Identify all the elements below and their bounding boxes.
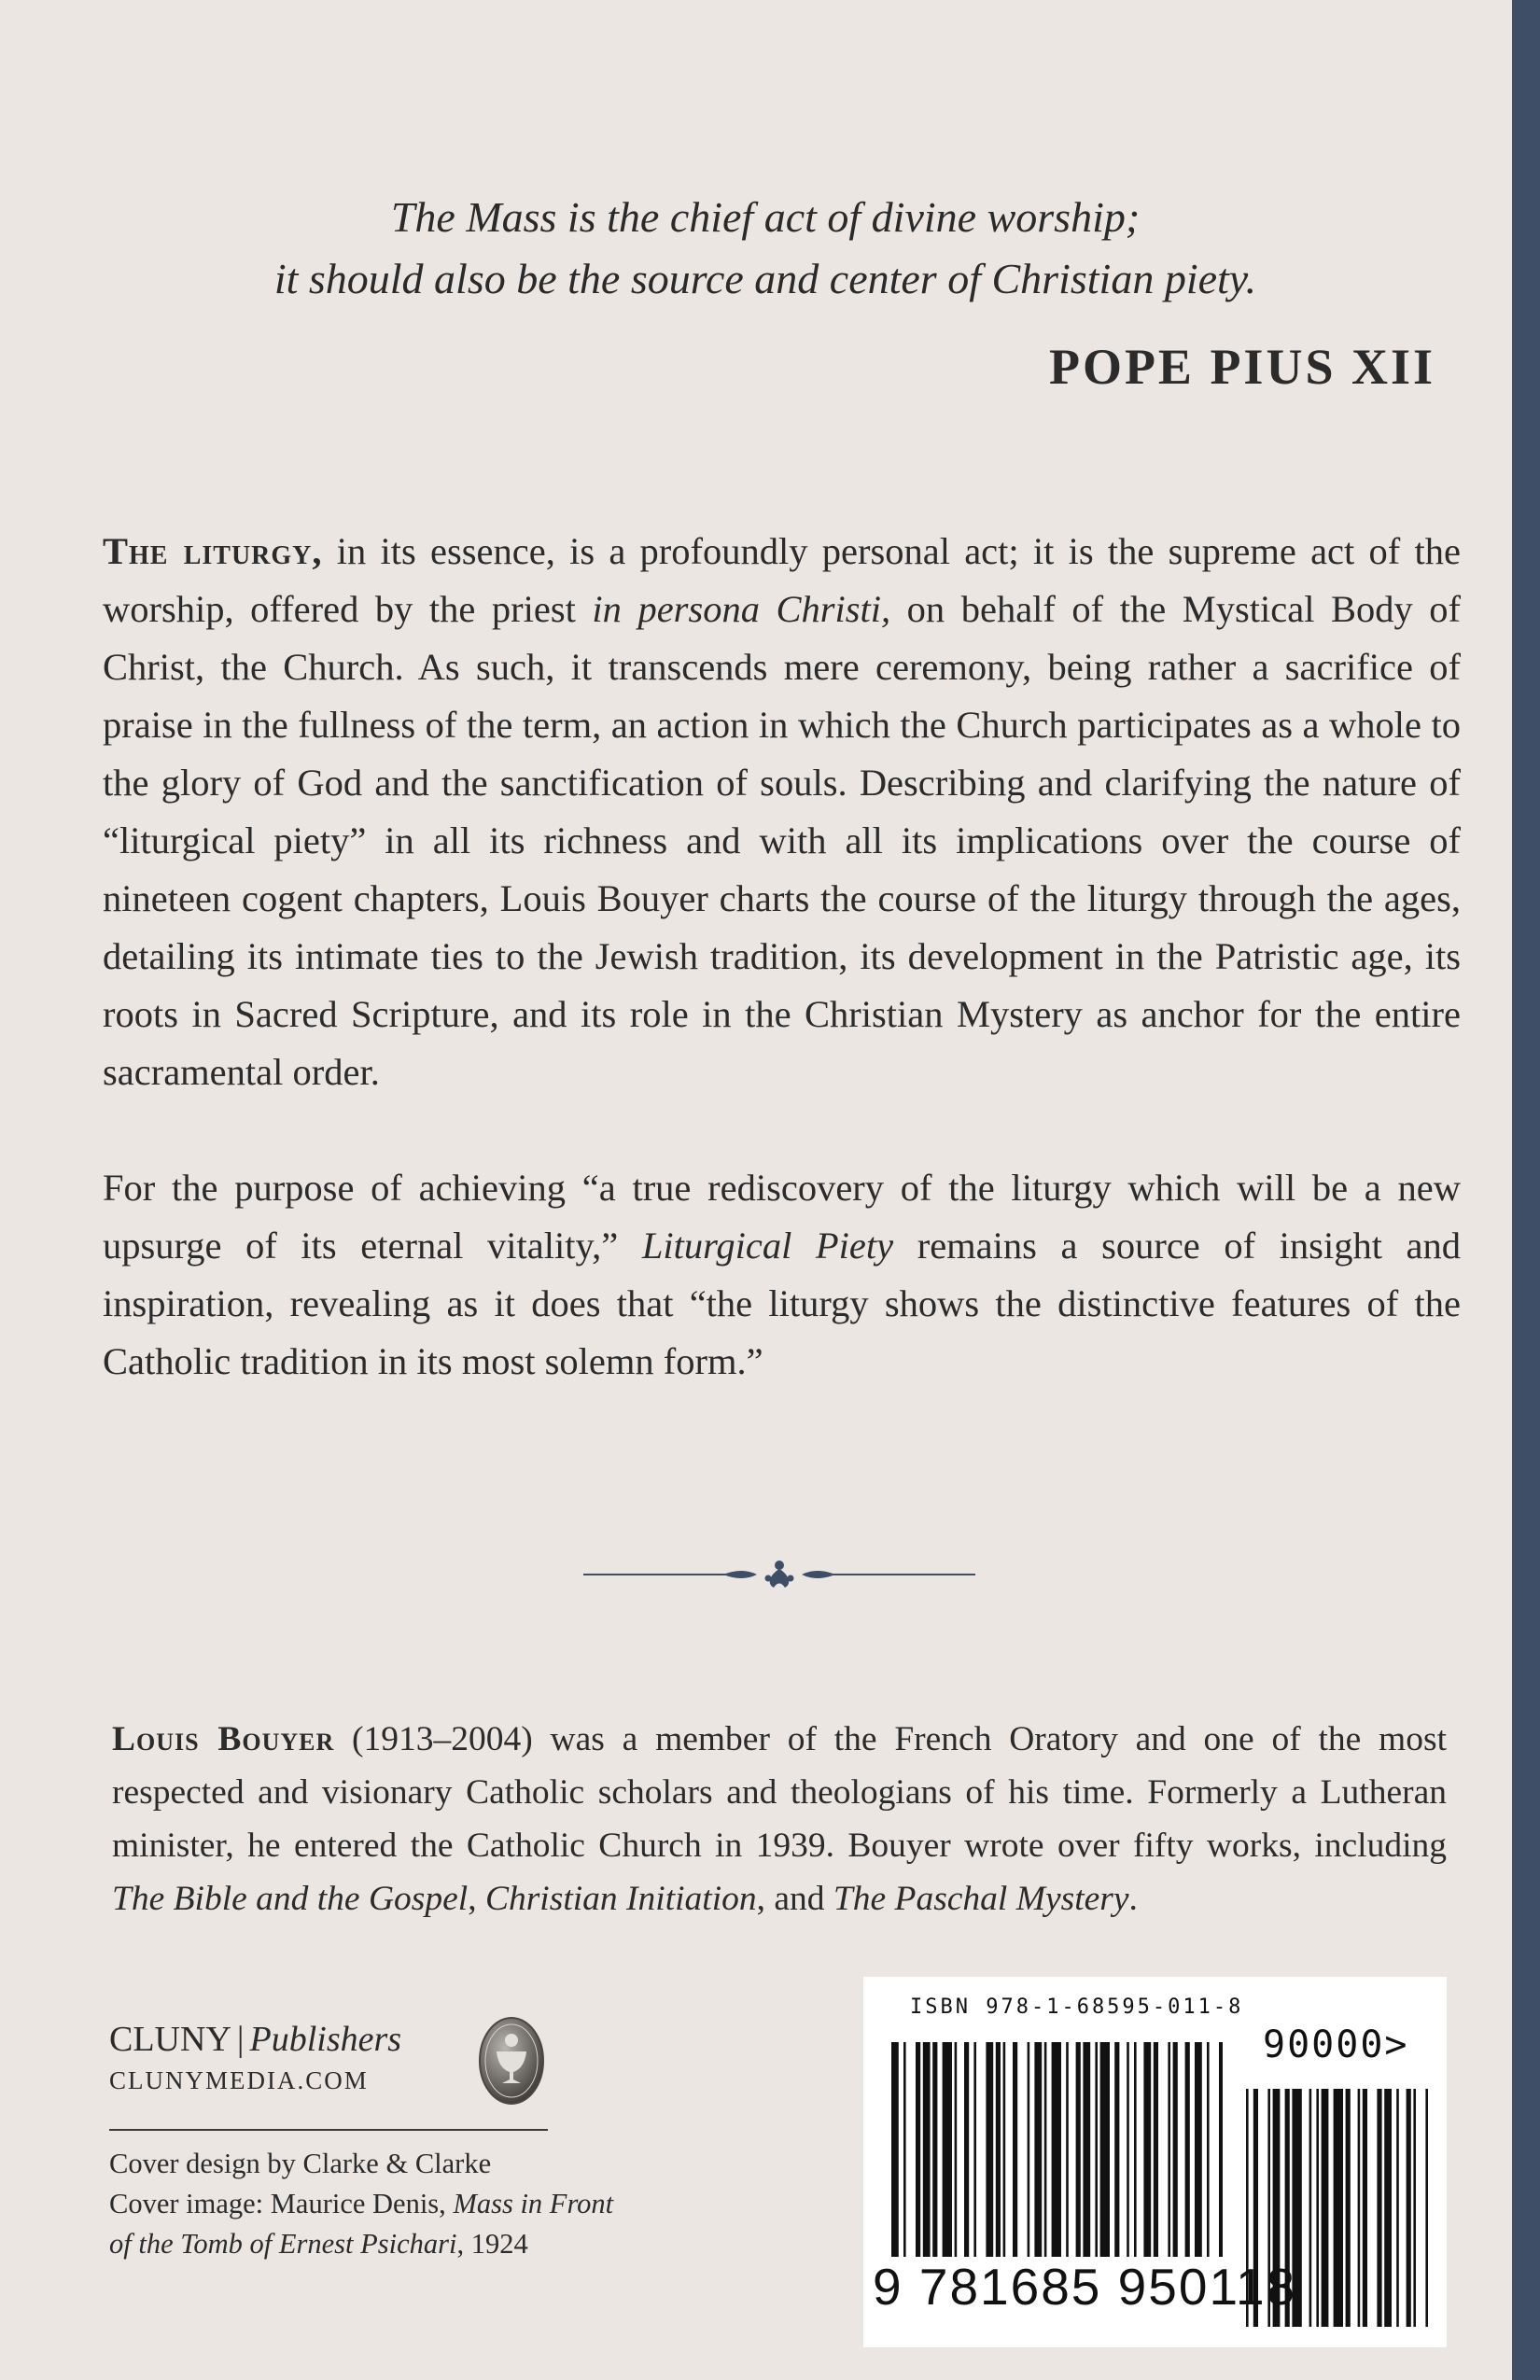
- barcode-bar: [1363, 2089, 1367, 2327]
- barcode-bar: [1309, 2089, 1312, 2327]
- barcode-bar: [1013, 2042, 1017, 2257]
- barcode-bar: [1044, 2042, 1047, 2257]
- description-paragraph-2: For the purpose of achieving “a true rediscovery of the liturgy which will be a new upsurge of its eternal vitality,” Liturgical Piety remains a source of insight and inspiration, revealing as it does that “the liturgy shows the distinctive features of the Catholic tradition in its most solemn form.”: [103, 1167, 1462, 1382]
- barcode-bar: [1207, 2042, 1210, 2257]
- barcode-bar: [903, 2042, 906, 2257]
- barcode-bar: [1076, 2042, 1081, 2257]
- barcode-bar: [1034, 2042, 1042, 2257]
- barcode-bar: [1114, 2042, 1119, 2257]
- barcode-box: [863, 1977, 1447, 2347]
- author-name: Louis Bouyer: [112, 1720, 335, 1758]
- epigraph-quote: [149, 187, 1381, 310]
- isbn-digits: 9 781685 950118: [873, 2258, 1297, 2316]
- barcode-bar: [1322, 2089, 1329, 2327]
- barcode-bar: [916, 2042, 920, 2257]
- cover-image-credit: Cover image: Maurice Denis, Mass in Front: [109, 2188, 614, 2219]
- barcode-bar: [1066, 2042, 1069, 2257]
- barcode-bar: [923, 2042, 931, 2257]
- barcode-bar: [1413, 2089, 1416, 2327]
- cover-design-credit: Cover design by Clarke & Clarke: [109, 2148, 492, 2179]
- barcode-bar: [943, 2042, 952, 2257]
- barcode-bar: [996, 2042, 1001, 2257]
- barcode-bar: [891, 2042, 899, 2257]
- barcode-bar: [1168, 2042, 1170, 2257]
- barcode-bar: [1219, 2042, 1223, 2257]
- publisher-name: CLUNY | Publishers: [109, 2020, 402, 2059]
- barcode-bar: [1143, 2042, 1151, 2257]
- barcode-bar: [1134, 2042, 1137, 2257]
- barcode-bar: [1195, 2042, 1202, 2257]
- barcode-bar: [1127, 2042, 1129, 2257]
- barcode-bar: [1173, 2042, 1178, 2257]
- barcode-bar: [1316, 2089, 1319, 2327]
- barcode-bar: [955, 2042, 958, 2257]
- barcode-bar: [1052, 2042, 1061, 2257]
- barcode-bar: [1028, 2042, 1030, 2257]
- barcode-bar: [964, 2042, 969, 2257]
- barcode-bar: [986, 2042, 993, 2257]
- book-title: Liturgical Piety: [641, 1225, 894, 1267]
- barcode-bar: [1384, 2089, 1392, 2327]
- barcode-bar: [1083, 2042, 1090, 2257]
- book-description: [103, 523, 1461, 1391]
- barcode-bar: [1396, 2089, 1399, 2327]
- barcode-bar: [1377, 2089, 1381, 2327]
- barcode-bar: [1425, 2089, 1428, 2327]
- fleuron-divider-icon: [583, 1554, 975, 1591]
- barcode-bar: [1346, 2089, 1351, 2327]
- barcode-bar: [1154, 2042, 1158, 2257]
- publisher-url: CLUNYMEDIA.COM: [109, 2066, 369, 2094]
- barcode-bar: [1003, 2042, 1006, 2257]
- isbn-label: ISBN 978-1-68595-011-8: [910, 1995, 1244, 2019]
- barcode-bar: [1358, 2089, 1361, 2327]
- barcode-bar: [1095, 2042, 1098, 2257]
- spine-strip: [1512, 0, 1540, 2380]
- publisher-rule: [109, 2129, 548, 2131]
- barcode-bar: [1100, 2042, 1110, 2257]
- price-code: 90000>: [1263, 2023, 1409, 2066]
- barcode-bar: [1334, 2089, 1343, 2327]
- barcode-bar: [973, 2042, 976, 2257]
- barcode-bar: [932, 2042, 937, 2257]
- barcode-bar: [1185, 2042, 1190, 2257]
- barcode-bar: [1407, 2089, 1411, 2327]
- author-bio: Louis Bouyer (1913–2004) was a member of the French Oratory and one of the most respected and visionary Catholic scholars and theologians of his time. Formerly a Lutheran minister, he entered the Catholic Church in 1939. Bouyer wrote over fifty works, including The Bible and the Gospel, Christian Initiation, and The Paschal Mystery.: [112, 1720, 1447, 1918]
- description-lead: The liturgy,: [103, 530, 323, 572]
- cover-credits: Cover design by Clarke & Clarke Cover image: Maurice Denis, Mass in Front of the Tomb of Ernest Psichari, 1924: [109, 2144, 763, 2264]
- chalice-medallion-icon: [476, 2014, 547, 2107]
- epigraph-attribution: POPE PIUS XII: [1048, 339, 1435, 395]
- epigraph-line-1: The Mass is the chief act of divine worship;: [390, 193, 1141, 241]
- description-paragraph-1: The liturgy, in its essence, is a profoundly personal act; it is the supreme act of the worship, offered by the priest in persona Christi, on behalf of the Mystical Body of Christ, the Church. As such, it transcends mere ceremony, being rather a sacrifice of praise in the fullness of the term, an action in which the Church participates as a whole to the glory of God and the sanctification of souls. Describing and clarifying the nature of “liturgical piety” in all its richness and with all its implications over the course of nineteen cogent chapters, Louis Bouyer charts the course of the liturgy through the ages, detailing its intimate ties to the Jewish tradition, its development in the Patristic age, its roots in Sacred Scripture, and its role in the Christian Mystery as anchor for the entire sacramental order.: [103, 530, 1462, 1093]
- epigraph-line-2: it should also be the source and center of Christian piety.: [273, 255, 1257, 302]
